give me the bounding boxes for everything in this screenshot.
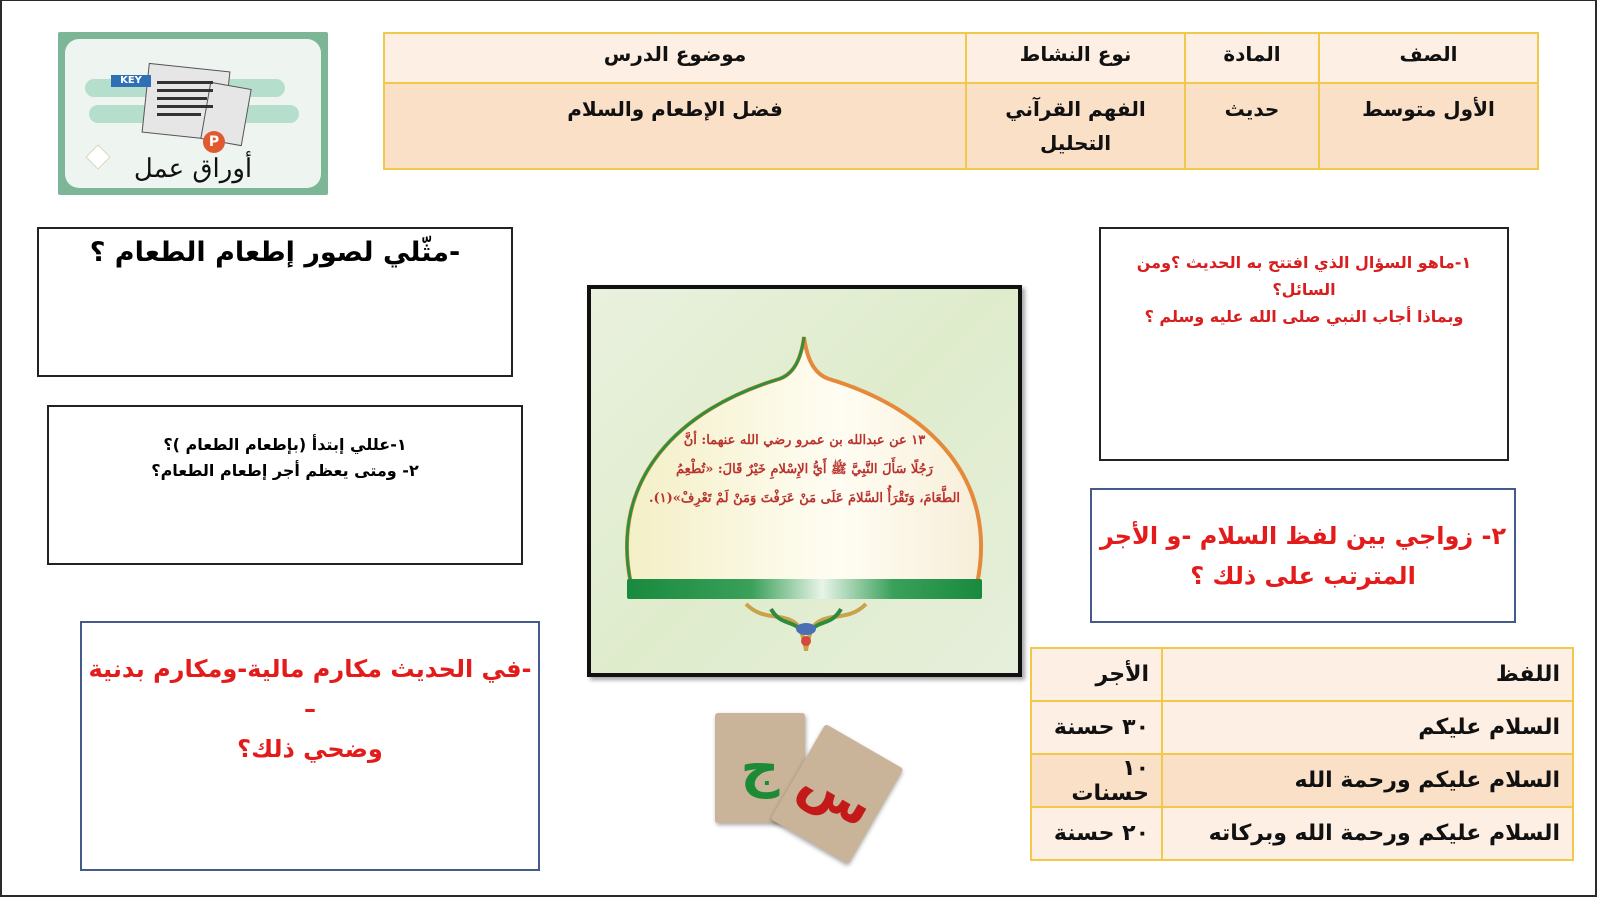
question-examples-text: -مثّلي لصور إطعام الطعام ؟: [89, 237, 461, 268]
activity-line-1: الفهم القرآني: [1005, 97, 1146, 121]
key-file-icon: KEY: [111, 75, 151, 87]
hadith-line-1: ١٣ عن عبدالله بن عمرو رضي الله عنهما: أنَّ: [683, 433, 926, 448]
question-generosity-line-1: -في الحديث مكارم مالية-ومكارم بدنية –: [88, 655, 532, 723]
question-generosity-line-2: وضحي ذلك؟: [237, 735, 383, 763]
info-header-row: [384, 33, 1538, 83]
value-activity-type: [966, 83, 1185, 169]
question-letter: س: [789, 747, 886, 840]
reward-header-row: [1031, 648, 1573, 701]
reward-row: [1031, 807, 1573, 860]
header-lesson-topic: موضوع الدرس: [384, 33, 966, 83]
hadith-line-3: الطَّعَامَ، وَتَقْرَأُ السَّلامَ عَلَى مَنْ عَرَفْتَ وَمَنْ لَمْ تَعْرِفْ»(١).: [648, 491, 961, 506]
question-opening-line-1: ١-ماهو السؤال الذي افتتح به الحديث ؟ومن السائل؟: [1136, 253, 1472, 299]
reward-word: السلام عليكم ورحمة الله: [1162, 754, 1573, 807]
reward-value: ٢٠ حسنة: [1031, 807, 1162, 860]
question-match-line-2: المترتب على ذلك ؟: [1190, 562, 1416, 590]
question-match-line-1: ٢- زواجي بين لفظ السلام -و الأجر: [1099, 522, 1507, 550]
question-examples-box[interactable]: [37, 227, 513, 377]
value-grade: الأول متوسط: [1319, 83, 1538, 169]
question-opening-line-2: وبماذا أجاب النبي صلى الله عليه وسلم ؟: [1144, 307, 1464, 326]
reward-row: [1031, 701, 1573, 754]
header-activity-type: نوع النشاط: [966, 33, 1185, 83]
reward-value: ٣٠ حسنة: [1031, 701, 1162, 754]
header-grade: الصف: [1319, 33, 1538, 83]
worksheets-logo: [58, 32, 328, 195]
logo-title: أوراق عمل: [133, 154, 253, 184]
hadith-line-2: رَجُلًا سَأَلَ النَّبِيَّ ﷺ أَيُّ الإِسْلامِ خَيْرٌ قَالَ: «تُطْعِمُ: [676, 462, 933, 477]
powerpoint-icon: P: [203, 131, 225, 153]
decorative-bar: [627, 579, 982, 599]
activity-line-2: التحليل: [1039, 131, 1112, 155]
question-generosity-box[interactable]: [80, 621, 540, 871]
answer-letter: ج: [740, 736, 780, 799]
greeting-reward-table: [1030, 647, 1574, 861]
reward-word: السلام عليكم ورحمة الله وبركاته: [1162, 807, 1573, 860]
reward-row: [1031, 754, 1573, 807]
question-match-box[interactable]: [1090, 488, 1516, 623]
arabesque-ornament-icon: [741, 599, 871, 654]
value-subject: حديث: [1185, 83, 1319, 169]
hadith-image: [587, 285, 1022, 677]
question-why-box[interactable]: [47, 405, 523, 565]
header-reward: الأجر: [1031, 648, 1162, 701]
header-word: اللفظ: [1162, 648, 1573, 701]
value-lesson-topic: فضل الإطعام والسلام: [384, 83, 966, 169]
question-why-line-2: ٢- ومتى يعظم أجر إطعام الطعام؟: [151, 461, 419, 480]
reward-word: السلام عليكم: [1162, 701, 1573, 754]
reward-value: ١٠ حسنات: [1031, 754, 1162, 807]
info-value-row: [384, 83, 1538, 169]
header-subject: المادة: [1185, 33, 1319, 83]
question-why-line-1: ١-عللي إبتدأ (بإطعام الطعام )؟: [163, 435, 407, 454]
hadith-text: [631, 426, 978, 513]
question-opening-box[interactable]: [1099, 227, 1509, 461]
lesson-info-table: [383, 32, 1539, 170]
